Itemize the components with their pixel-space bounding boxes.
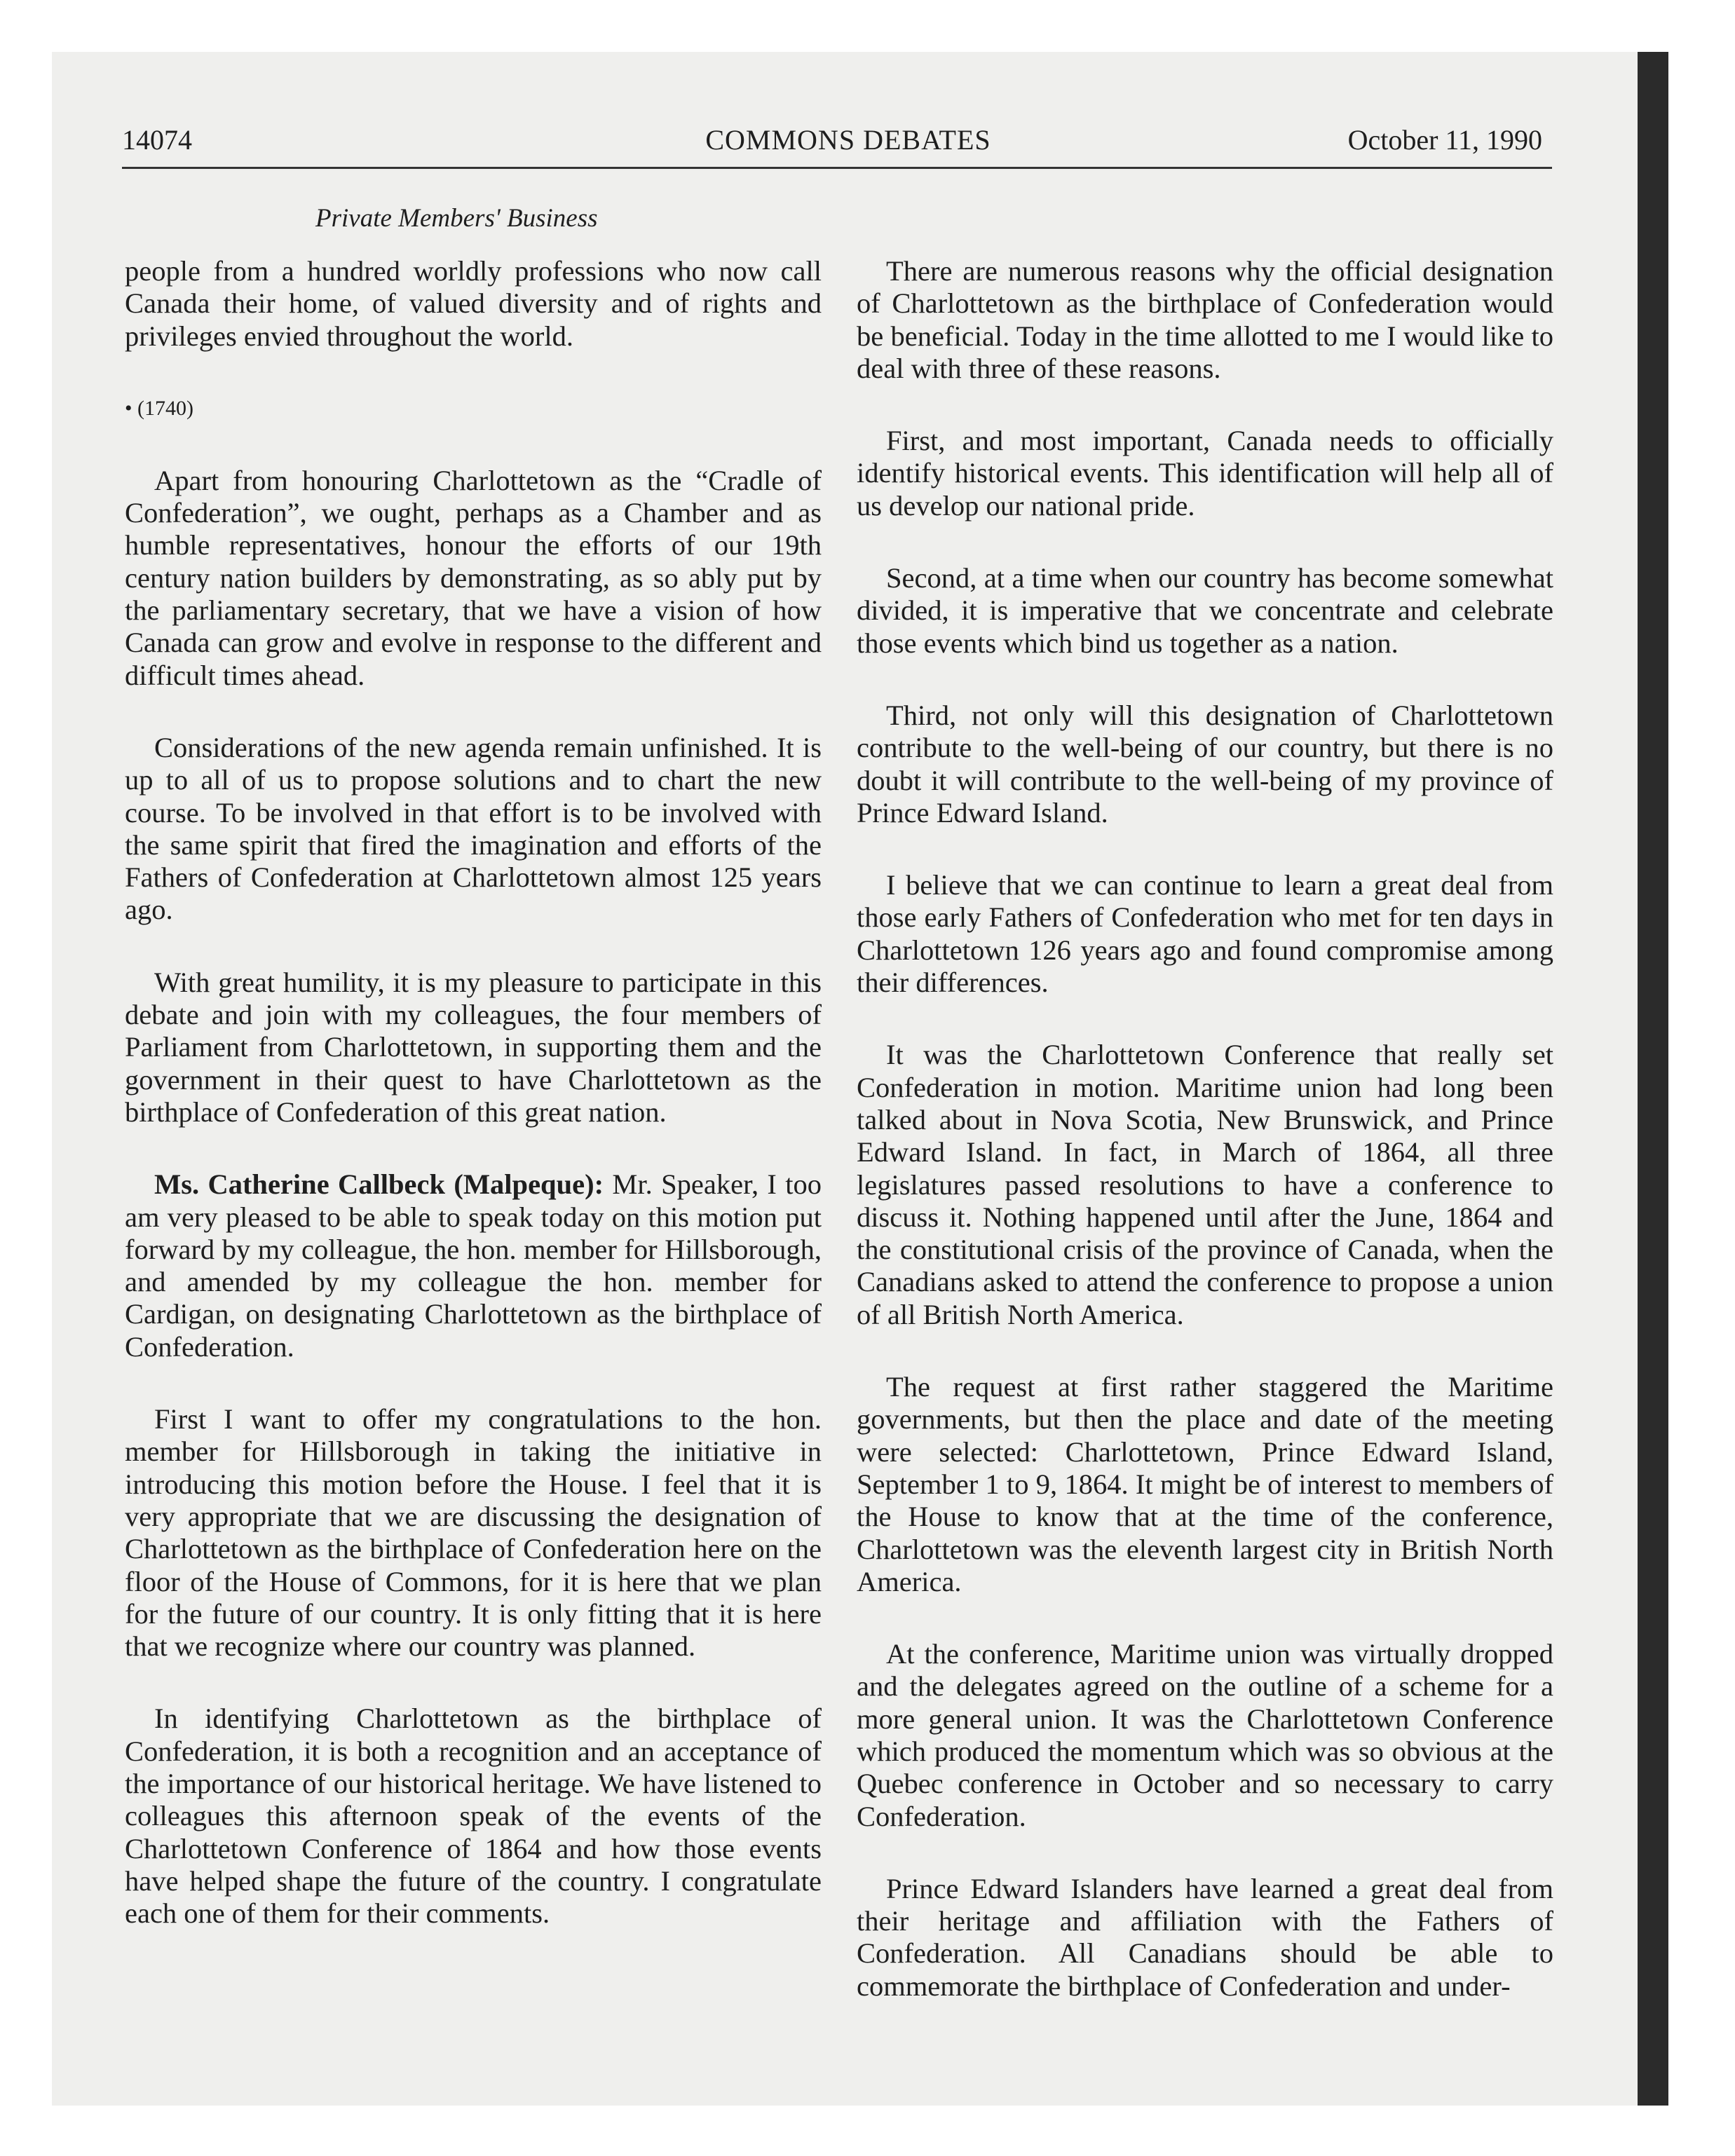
- paragraph: Prince Edward Islanders have learned a great deal from their heritage and affiliation with the Fathers of Confederation. All Canadians should be able to commemorate the birthplace of Confederation and under-: [857, 1872, 1553, 2002]
- paragraph: First, and most important, Canada needs to officially identify historical events. This identification will help all of us develop our national pride.: [857, 425, 1553, 521]
- paragraph: In identifying Charlottetown as the birthplace of Confederation, it is both a recognition and an acceptance of the importance of our historical heritage. We have listened to colleagues this afternoon speak of the events of the Charlottetown Conference of 1864 and how those events have helped shape the future of the country. I congratulate each one of them for their comments.: [125, 1703, 822, 1930]
- right-column: [857, 255, 1553, 2042]
- publication-title: COMMONS DEBATES: [705, 124, 991, 156]
- paragraph: Third, not only will this designation of Charlottetown contribute to the well-being of our country, but there is no doubt it will contribute to the well-being of my province of Prince Edward Island.: [857, 699, 1553, 828]
- paragraph: people from a hundred worldly professions who now call Canada their home, of valued diversity and of rights and privileges envied throughout the world.: [125, 255, 822, 352]
- speaker-name: Ms. Catherine Callbeck (Malpeque):: [154, 1168, 604, 1201]
- time-stamp: • (1740): [125, 396, 193, 420]
- section-title: Private Members' Business: [315, 204, 598, 233]
- paragraph: Apart from honouring Charlottetown as the “Cradle of Confederation”, we ought, perhaps as a Chamber and as humble representatives, honour the efforts of our 19th century nation builders by demonstrating, as so ably put by the parliamentary secretary, that we have a vision of how Canada can grow and evolve in response to the different and difficult times ahead.: [125, 464, 822, 691]
- paragraph: Second, at a time when our country has become somewhat divided, it is imperative that we concentrate and celebrate those events which bind us together as a nation.: [857, 562, 1553, 659]
- scan-edge-shadow: [1638, 52, 1668, 2106]
- speech-text: Mr. Speaker, I too am very pleased to be able to speak today on this motion put forward by my colleague, the hon. member for Hillsborough, and amended by my colleague the hon. member for Cardigan, on designating Charlottetown as the birthplace of Confederation.: [125, 1168, 822, 1363]
- paragraph: It was the Charlottetown Conference that really set Confederation in motion. Maritime union had long been talked about in Nova Scotia, New Brunswick, and Prince Edward Island. In fact, in March of 1864, all three legislatures passed resolutions to have a conference to discuss it. Nothing happened until after the June, 1864 and the constitutional crisis of the province of Canada, when the Canadians asked to attend the conference to propose a union of all British North America.: [857, 1039, 1553, 1330]
- paragraph: Considerations of the new agenda remain unfinished. It is up to all of us to propose solutions and to chart the new course. To be involved in that effort is to be involved with the same spirit that fired the imagination and efforts of the Fathers of Confederation at Charlottetown almost 125 years ago.: [125, 731, 822, 926]
- paragraph: With great humility, it is my pleasure to participate in this debate and join with my colleagues, the four members of Parliament from Charlottetown, in supporting them and the government in their quest to have Charlottetown as the birthplace of Confederation of this great nation.: [125, 966, 822, 1128]
- paragraph: The request at first rather staggered the Maritime governments, but then the place and date of the meeting were selected: Charlottetown, Prince Edward Island, September 1 to 9, 1864. It might be of interest to members of the House to know that at the time of the conference, Charlottetown was the eleventh largest city in British North America.: [857, 1371, 1553, 1597]
- speaker-paragraph: [125, 1168, 822, 1363]
- paragraph: At the conference, Maritime union was virtually dropped and the delegates agreed on the outline of a scheme for a more general union. It was the Charlottetown Conference which produced the momentum which was so obvious at the Quebec conference in October and so necessary to carry Confederation.: [857, 1638, 1553, 1832]
- left-column: [125, 255, 822, 1970]
- header-rule: [122, 167, 1552, 169]
- paragraph: First I want to offer my congratulations to the hon. member for Hillsborough in taking the initiative in introducing this motion before the House. I feel that it is very appropriate that we are discussing the designation of Charlottetown as the birthplace of Confederation here on the floor of the House of Commons, for it is here that we plan for the future of our country. It is only fitting that it is here that we recognize where our country was planned.: [125, 1403, 822, 1663]
- page-number: 14074: [122, 124, 192, 156]
- paragraph: There are numerous reasons why the official designation of Charlottetown as the birthplace of Confederation would be beneficial. Today in the time allotted to me I would like to deal with three of these reasons.: [857, 255, 1553, 384]
- paragraph: I believe that we can continue to learn a great deal from those early Fathers of Confederation who met for ten days in Charlottetown 126 years ago and found compromise among their differences.: [857, 869, 1553, 999]
- page-date: October 11, 1990: [1347, 124, 1542, 156]
